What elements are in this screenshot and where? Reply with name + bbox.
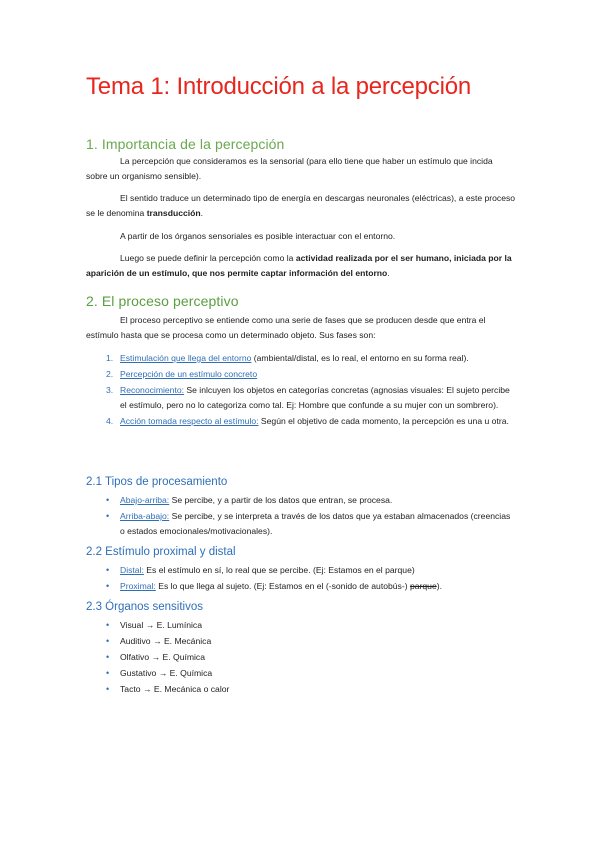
phase-link[interactable]: Estimulación que llega del entorno [120,353,252,363]
section-1-paragraph-1: La percepción que consideramos es la sensorial (para ello tiene que haber un estímulo que incida sobre un organismo sensible). [86,156,493,181]
bullet-icon: • [106,668,110,678]
section-2-heading: 2. El proceso perceptivo [86,293,239,309]
section-2-1-heading: 2.1 Tipos de procesamiento [86,476,228,488]
list-item: • Abajo-arriba: Se percibe, y a partir de los datos que entran, se procesa. [86,493,516,508]
list-item: • Gustativo → E. Química [86,666,516,681]
document-title: Tema 1: Introducción a la percepción [86,73,472,100]
phase-item: 3. Reconocimiento: Se inlcuyen los objetos en categorías concretas (agnosias visuales: El sujeto percibe el estímulo, pero no lo categoriza como tal. Ej: Hombre que confunde a su mujer con un sombrero). [106,385,510,410]
stimulus-link[interactable]: Distal: [120,565,144,575]
bullet-icon: • [106,495,110,505]
processing-types-list [86,493,516,540]
bullet-icon: • [106,565,110,575]
phase-link[interactable]: Percepción de un estímulo concreto [120,369,258,379]
section-1-paragraph-3: A partir de los órganos sensoriales es posible interactuar con el entorno. [120,231,396,241]
phase-link[interactable]: Acción tomada respecto al estímulo: [120,416,259,426]
phase-item: 4. Acción tomada respecto al estímulo: Según el objetivo de cada momento, la percepción es una u otra. [106,416,509,426]
list-item: • Visual → E. Lumínica [86,618,516,633]
struck-text: parque [409,581,437,591]
list-item: • Distal: Es el estímulo en sí, lo real que se percibe. (Ej: Estamos en el parque) [86,563,516,578]
bullet-icon: • [106,511,110,521]
section-1-heading: 1. Importancia de la percepción [86,136,285,152]
sense-organs-list [86,618,516,698]
processing-link[interactable]: Abajo-arriba: [120,495,170,505]
bullet-icon: • [106,636,110,646]
list-item: • Auditivo → E. Mecánica [86,634,516,649]
list-item: • Proximal: Es lo que llega al sujeto. (Ej: Estamos en el (-sonido de autobús-) parque). [86,579,516,594]
section-2-3-heading: 2.3 Órganos sensitivos [86,601,203,613]
phase-item: 1. Estimulación que llega del entorno (ambiental/distal, es lo real, el entorno en su forma real). [106,353,469,363]
stimulus-list [86,563,516,595]
processing-link[interactable]: Arriba-abajo: [120,511,170,521]
term-transduccion: transducción [146,208,201,218]
section-2-intro: El proceso perceptivo se entiende como una serie de fases que se producen desde que entra el estímulo hasta que se procesa como un determinado objeto. Sus fases son: [86,315,486,340]
stimulus-link[interactable]: Proximal: [120,581,156,591]
bullet-icon: • [106,684,110,694]
list-item: • Arriba-abajo: Se percibe, y se interpreta a través de los datos que ya estaban almacenados (creencias o estados emocionales/motivacionales). [106,511,511,536]
bullet-icon: • [106,581,110,591]
bullet-icon: • [106,652,110,662]
section-2-2-heading: 2.2 Estímulo proximal y distal [86,546,236,558]
phases-list [86,351,516,430]
list-item: • Olfativo → E. Química [86,650,516,665]
section-1-paragraph-4: Luego se puede definir la percepción como la actividad realizada por el ser humano, iniciada por la aparición de un estímulo, que nos permite captar información del entorno. [86,253,512,278]
section-1-paragraph-2: El sentido traduce un determinado tipo de energía en descargas neuronales (eléctricas), a este proceso se le denomina transducción. [86,193,516,218]
definition-bold: actividad realizada por el ser humano, iniciada por la aparición de un estímulo, que nos permite captar información del entorno [86,253,512,278]
phase-link[interactable]: Reconocimiento: [120,385,185,395]
phase-item: 2. Percepción de un estímulo concreto [106,369,258,379]
bullet-icon: • [106,620,110,630]
list-item: • Tacto → E. Mecánica o calor [86,682,516,697]
